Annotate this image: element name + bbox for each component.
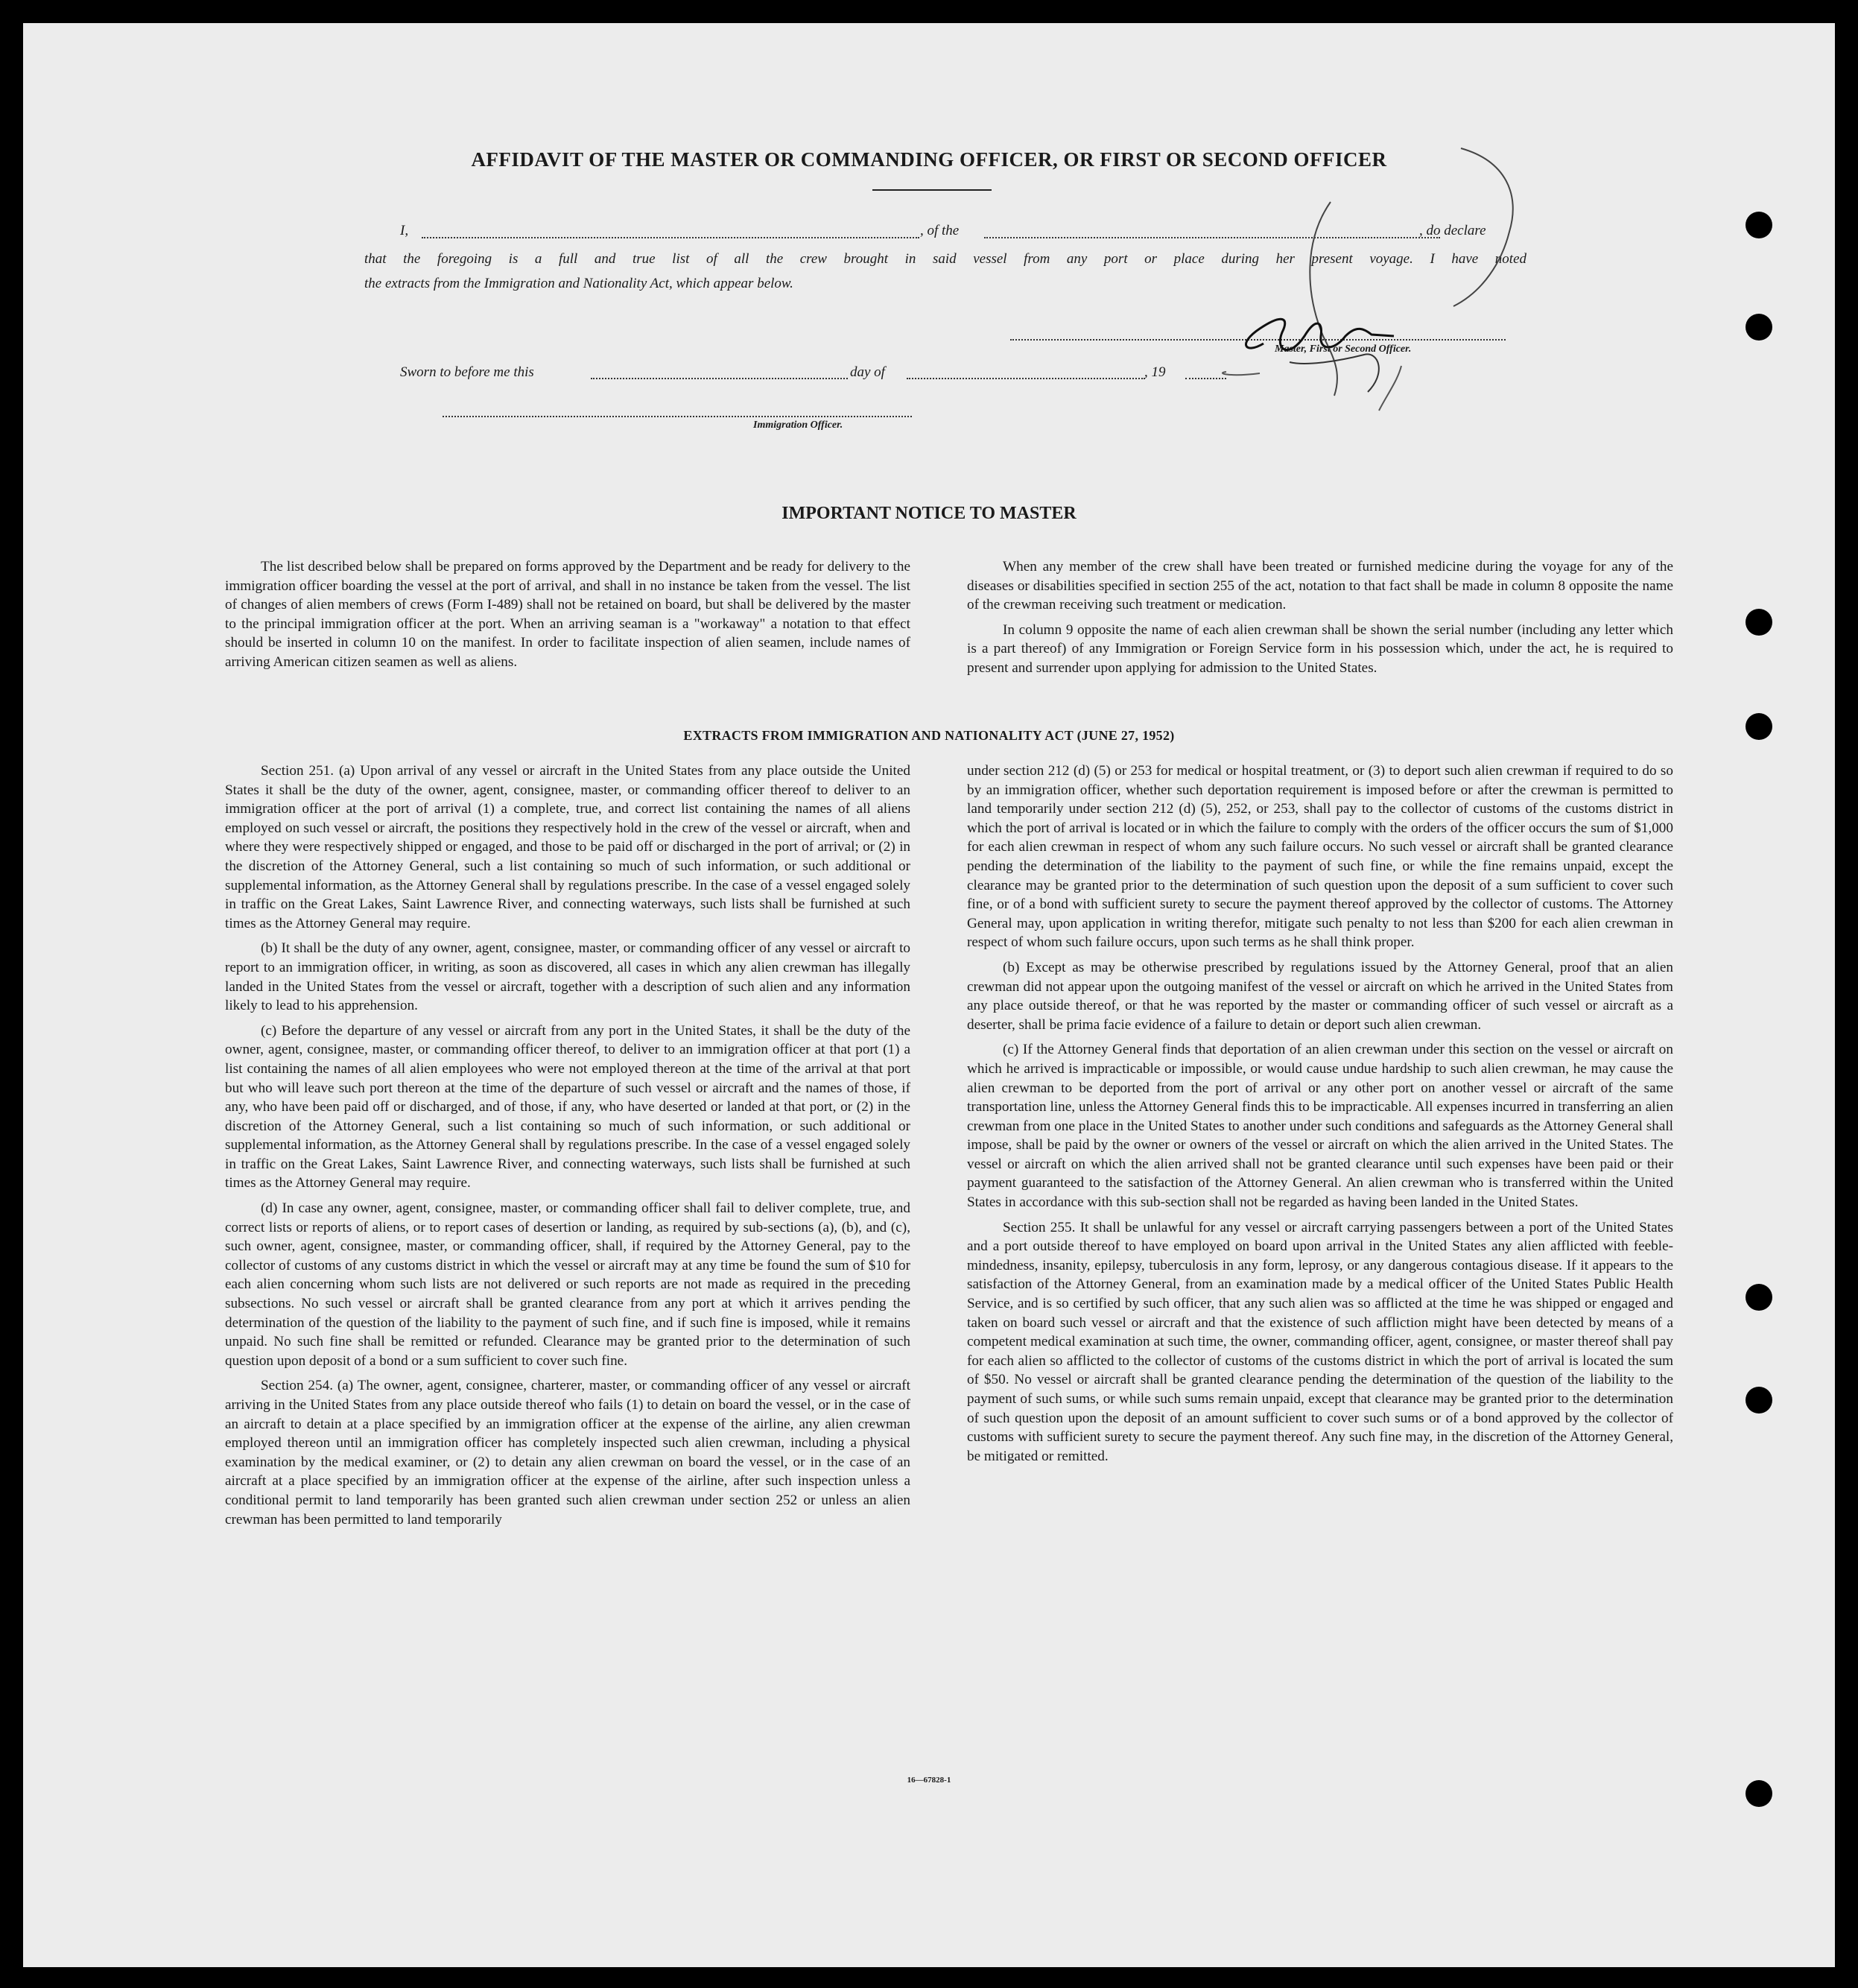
section-paragraph: (c) Before the departure of any vessel or aircraft from any port in the United States, it shall be the duty of the owner, agent, consignee, master, or commanding officer thereof, to deliver to an immigration officer at that port (1) a list containing the names of all alien employees who were not employed thereon at the time of the arrival at that port but who will leave such port thereon at the time of the departure of such vessel or aircraft and the names of those, if any, who have been paid off or discharged, and of those, if any, who have deserted or landed at that port, or (2) in the discretion of the Attorney General, such a list containing so much of such information, or such additional or supplemental information, as the Attorney General shall by regulations prescribe. In the case of a vessel engaged solely in traffic on the Great Lakes, Saint Lawrence River, and connecting waterways, such lists shall be furnished at such times as the Attorney General may require. [225,1022,910,1191]
binder-hole [1746,212,1772,238]
binder-hole [1746,713,1772,740]
section-paragraph: (b) Except as may be otherwise prescribed by regulations issued by the Attorney General, proof that an alien crewman did not appear upon the outgoing manifest of the vessel or aircraft on which he arrived in the United States from any place outside thereof, or that he was reported by the master or commanding officer of such vessel or aircraft as a deserter, shall be prima facie evidence of a failure to detain or deport such alien crewman. [967,959,1673,1033]
document-page [23,23,1835,1967]
vessel-label: , of the [920,223,960,238]
notice-right-column [967,557,1673,684]
binder-hole [1746,1284,1772,1311]
notice-paragraph: When any member of the crew shall have been treated or furnished medicine during the voyage for any of the diseases or disabilities specified in section 255 of the act, notation to that fact shall be made in column 8 opposite the name of the crewman receiving such treatment or medication. [967,559,1673,613]
binder-hole [1746,1387,1772,1414]
extracts-right-column [967,762,1673,1472]
section-paragraph: (b) It shall be the duty of any owner, agent, consignee, master, or commanding officer of any vessel or aircraft to report to an immigration officer, in writing, as soon as discovered, all cases in which any alien crewman has illegally landed in the United States from the vessel or aircraft, together with a description of such alien and any information likely to lead to his apprehension. [225,940,910,1014]
affidavit-title: AFFIDAVIT OF THE MASTER OR COMMANDING OFFICER, OR FIRST OR SECOND OFFICER [471,148,1387,171]
form-code: 16—67828-1 [907,1776,951,1785]
immigration-officer-label: Immigration Officer. [753,420,843,431]
notice-title: IMPORTANT NOTICE TO MASTER [781,504,1077,523]
binder-hole [1746,609,1772,636]
declarant-label: I, [400,223,409,238]
notice-paragraph: The list described below shall be prepared on forms approved by the Department and be ready for delivery to the immigration officer boarding the vessel at the port of arrival, and shall in no instance be taken from the vessel. The list of changes of alien members of crews (Form I-489) shall not be retained on board, but shall be delivered by the master to the principal immigration officer at the port. When an arriving seaman is a "workaway" a notation to that effect should be inserted in column 10 on the manifest. In order to facilitate inspection of alien seamen, include names of arriving American citizen seamen as well as aliens. [225,559,910,670]
declaration-line-2: the extracts from the Immigration and Nationality Act, which appear below. [364,276,793,291]
sworn-label: Sworn to before me this [400,364,534,380]
year-label: , 19 [1144,364,1166,380]
binder-hole [1746,1780,1772,1807]
extracts-title: EXTRACTS FROM IMMIGRATION AND NATIONALITY ACT (JUNE 27, 1952) [683,728,1175,743]
declaration-line-1: that the foregoing is a full and true list of all the crew brought in said vessel from any port or place during her present voyage. I have noted [364,251,1526,267]
declare-label: , do declare [1419,223,1486,238]
extracts-left-column [225,762,910,1535]
notice-paragraph: In column 9 opposite the name of each alien crewman shall be shown the serial number (including any letter which is a part thereof) of any Immigration or Foreign Service form in his possession which, under the act, he is required to present and surrender upon applying for admission to the United States. [967,621,1673,676]
section-paragraph: (c) If the Attorney General finds that deportation of an alien crewman under this section on the vessel or aircraft on which he arrived is impracticable or impossible, or would cause undue hardship to such alien crewman, he may cause the alien crewman to be deported from the port of arrival or any other port on another vessel or aircraft of the same transportation line, unless the Attorney General finds this to be impracticable. All expenses incurred in transferring an alien crewman from one place in the United States to another under such conditions and safeguards as the Attorney General shall impose, shall be paid by the owner or owners of the vessel or aircraft on which the alien arrived in the United States. The vessel or aircraft on which the alien arrived shall not be granted clearance until such expenses have been paid or their payment guaranteed to the satisfaction of the Attorney General. An alien crewman who is transferred within the United States in accordance with this sub-section shall not be regarded as having been landed in the United States. [967,1042,1673,1211]
section-paragraph: Section 255. It shall be unlawful for any vessel or aircraft carrying passengers between a port of the United States and a port outside thereof to have employed on board upon arrival in the United States any alien afflicted with feeble-mindedness, insanity, epilepsy, tuberculosis in any form, leprosy, or any dangerous contagious disease. If it appears to the satisfaction of the Attorney General, from an examination made by a medical officer of the United States Public Health Service, and is so certified by such officer, that any such alien was so afflicted at the time he was shipped or engaged and taken on board such vessel or aircraft and that the existence of such affliction might have been detected by means of a competent medical examination at such time, the owner, commanding officer, agent, consignee, or master thereof shall pay for each alien so afflicted to the collector of customs of the customs district in which the port of arrival is located the sum of $50. No vessel or aircraft shall be granted clearance pending the determination of the question of the liability to the payment of such sums, or while such sums remain unpaid, except that clearance may be granted prior to the determination of such question upon the deposit of an amount sufficient to cover such sums or of a bond approved by the collector of customs with sufficient surety to secure the payment thereof. Any such fine may, in the discretion of the Attorney General, be mitigated or remitted. [967,1219,1673,1464]
signature-label: Master, First or Second Officer. [1275,344,1412,355]
binder-hole [1746,314,1772,341]
section-paragraph: Section 251. (a) Upon arrival of any vessel or aircraft in the United States from any place outside the United States it shall be the duty of the owner, agent, consignee, master, or commanding officer thereof to deliver to an immigration officer at the port of arrival (1) a complete, true, and correct list containing the names of all aliens employed on such vessel or aircraft, the positions they respectively hold in the crew of the vessel or aircraft, when and where they were respectively shipped or engaged, and those to be paid off or discharged in the port of arrival; or (2) in the discretion of the Attorney General, such a list containing so much of such information, or such additional or supplemental information, as the Attorney General shall by regulations prescribe. In the case of a vessel engaged solely in traffic on the Great Lakes, Saint Lawrence River, and connecting waterways, such lists shall be furnished at such times as the Attorney General may require. [225,763,910,931]
notice-left-column [225,557,910,678]
section-paragraph: Section 254. (a) The owner, agent, consignee, charterer, master, or commanding officer of any vessel or aircraft arriving in the United States from any place outside thereof who fails (1) to detain on board the vessel, or in the case of an aircraft to detain at a place specified by an immigration officer at the expense of the airline, any alien crewman employed thereon until an immigration officer has completely inspected such alien crewman, including a physical examination by the medical examiner, or (2) to detain any alien crewman on board the vessel, or in the case of an aircraft at a place specified by an immigration officer at the expense of the airline, after such inspection unless a conditional permit to land temporarily has been granted such alien crewman under section 252 or unless an alien crewman has been permitted to land temporarily [225,1378,910,1528]
section-paragraph: under section 212 (d) (5) or 253 for medical or hospital treatment, or (3) to deport such alien crewman if required to do so by an immigration officer, whether such deportation requirement is imposed before or after the crewman is permitted to land temporarily under section 212 (d) (5), 252, or 253, shall pay to the collector of customs of the customs district in which the port of arrival is located or in which the failure to comply with the orders of the officer occurs the sum of $1,000 for each alien crewman in respect of whom any such failure occurs. No such vessel or aircraft shall be granted clearance pending the determination of the liability to the payment of such fine, or while the fine remains unpaid, except the clearance may be granted prior to the determination of such question upon the deposit of a sum sufficient to cover such fine, or of a bond with sufficient surety to secure the payment thereof approved by the collector of customs. The Attorney General may, upon application in writing therefor, mitigate such penalty to not less than $200 for each alien crewman in respect of whom such failure occurs, upon such terms as he shall think proper. [967,763,1673,951]
section-paragraph: (d) In case any owner, agent, consignee, master, or commanding officer shall fail to deliver complete, true, and correct lists or reports of aliens, or to report cases of desertion or landing, as required by sub-sections (a), (b), and (c), such owner, agent, consignee, master, or commanding officer, shall, if required by the Attorney General, pay to the collector of customs of any customs district in which the vessel or aircraft may at any time be found the sum of $10 for each alien concerning whom such lists are not delivered or such reports are not made as required in the preceding subsections. No such vessel or aircraft shall be granted clearance from any port at which it arrives pending the determination of the question of the liability to the payment of such fine, and if such fine is imposed, while it remains unpaid. No such fine shall be remitted or refunded. Clearance may be granted prior to the determination of such question upon deposit of a bond or a sum sufficient to cover such fine. [225,1200,910,1369]
day-of-label: day of [850,364,885,380]
